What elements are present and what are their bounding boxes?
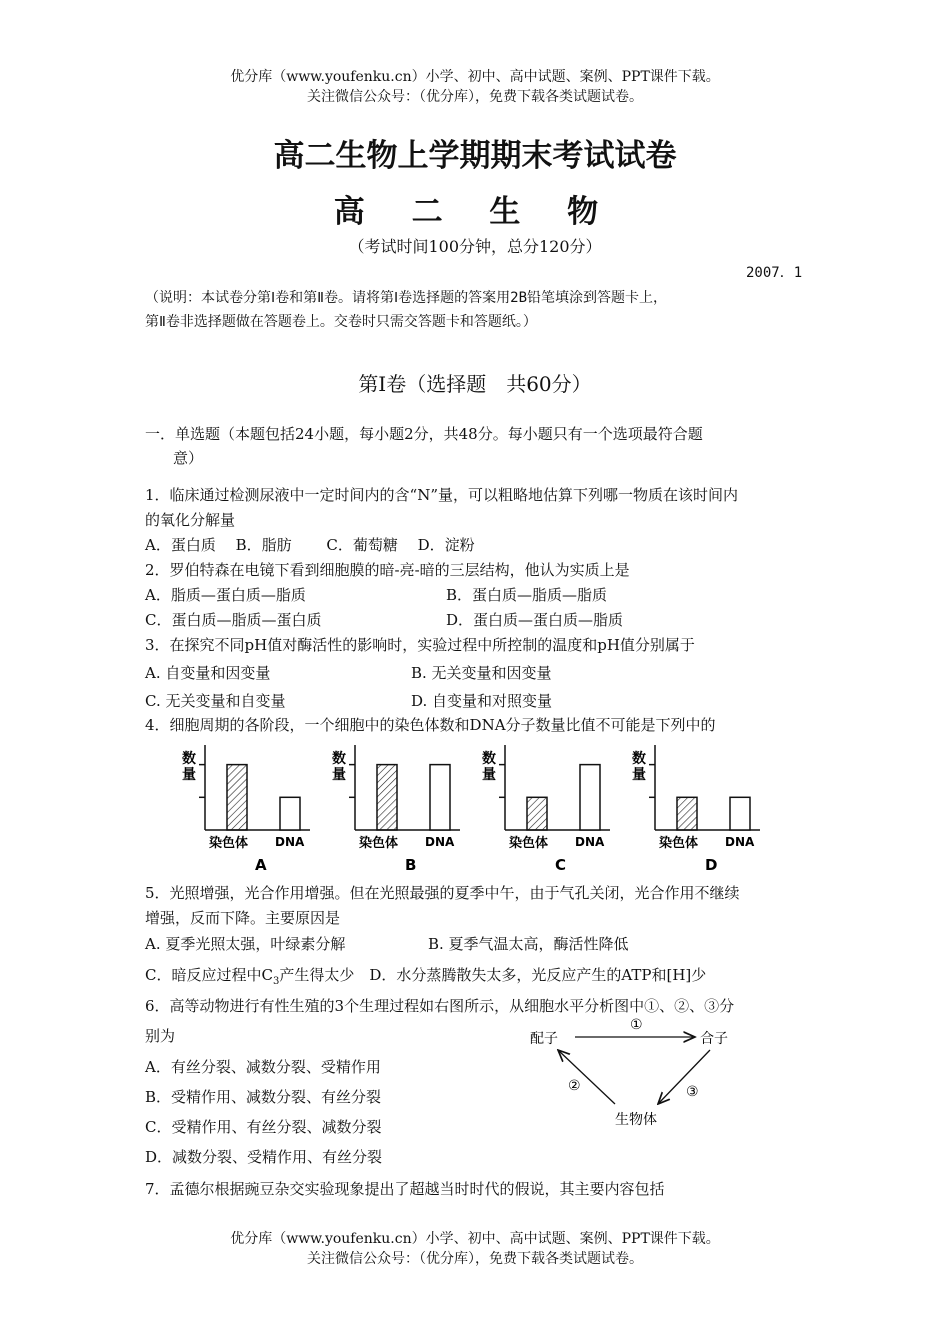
- bar-dna: [430, 765, 450, 830]
- subject-title: 高 二 生 物: [333, 194, 617, 230]
- node-zygote: 合子: [700, 1031, 728, 1047]
- q3-option-b: B. 无关变量和因变量: [411, 664, 552, 682]
- reproduction-cycle-diagram: [520, 1012, 750, 1137]
- bar-dna: [730, 797, 750, 830]
- x-tick-label: DNA: [725, 835, 755, 849]
- q6-option-a: A．有丝分裂、减数分裂、受精作用: [145, 1058, 381, 1076]
- x-tick-label: 染色体: [209, 836, 249, 851]
- q6-option-d: D．减数分裂、受精作用、有丝分裂: [145, 1148, 383, 1166]
- q5-stem-line-2: 增强，反而下降。主要原因是: [145, 909, 341, 927]
- node-gamete: 配子: [530, 1031, 558, 1047]
- x-tick-label: 染色体: [359, 836, 399, 851]
- q2-option-c: C．蛋白质—脂质—蛋白质: [145, 611, 322, 629]
- footer-line-1: 优分库（www.youfenku.cn）小学、初中、高中试题、案例、PPT课件下载。: [230, 1231, 720, 1247]
- panel-label: B: [405, 856, 417, 874]
- y-axis-label: 数: [482, 751, 496, 767]
- instructions-line-2: 第Ⅱ卷非选择题做在答题卷上。交卷时只需交答题卡和答题纸。）: [145, 314, 537, 330]
- y-axis-label: 量: [182, 767, 196, 783]
- q2-option-b: B．蛋白质—脂质—脂质: [446, 586, 608, 604]
- header-line-2: 关注微信公众号：（优分库），免费下载各类试题试卷。: [307, 89, 643, 105]
- q1-stem-line-2: 的氧化分解量: [145, 511, 236, 529]
- y-axis-label: 数: [332, 751, 346, 767]
- q5-option-b: B. 夏季气温太高，酶活性降低: [428, 935, 629, 953]
- q1-options: A．蛋白质 B．脂肪 C．葡萄糖 D．淀粉: [145, 536, 475, 554]
- q3-option-d: D. 自变量和对照变量: [411, 692, 553, 710]
- arrow-3-label: ③: [686, 1084, 699, 1100]
- q5-option-c-prefix: C．暗反应过程中C: [145, 966, 273, 984]
- panel-label: A: [255, 856, 267, 874]
- bar-chromosome: [527, 797, 547, 830]
- q5-subscript: 3: [272, 976, 280, 987]
- part1-heading-line-2: 意）: [173, 449, 204, 467]
- bar-dna: [580, 765, 600, 830]
- q2-option-d: D．蛋白质—蛋白质—脂质: [446, 611, 624, 629]
- q3-stem: 3．在探究不同pH值对酶活性的影响时，实验过程中所控制的温度和pH值分别属于: [145, 636, 695, 654]
- q2-option-a: A．脂质—蛋白质—脂质: [145, 586, 306, 604]
- y-axis-label: 量: [632, 767, 646, 783]
- q5-stem-line-1: 5．光照增强，光合作用增强。但在光照最强的夏季中午，由于气孔关闭，光合作用不继续: [145, 884, 740, 902]
- q3-option-c: C. 无关变量和自变量: [145, 692, 286, 710]
- arrow-2: [558, 1050, 615, 1104]
- y-axis-label: 数: [182, 751, 196, 767]
- arrow-1-label: ①: [630, 1017, 643, 1033]
- q3-option-a: A. 自变量和因变量: [145, 664, 271, 682]
- q6-option-b: B．受精作用、减数分裂、有丝分裂: [145, 1088, 382, 1106]
- section-title: 第Ⅰ卷（选择题 共60分）: [358, 372, 592, 396]
- x-tick-label: DNA: [275, 835, 305, 849]
- q6-stem-line-1: 6．高等动物进行有性生殖的3个生理过程如右图所示，从细胞水平分析图中①、②、③分: [145, 997, 735, 1015]
- exam-info: （考试时间100分钟，总分120分）: [348, 237, 602, 256]
- y-axis-label: 量: [332, 767, 346, 783]
- bar-chromosome: [677, 797, 697, 830]
- header-line-1: 优分库（www.youfenku.cn）小学、初中、高中试题、案例、PPT课件下载。: [230, 69, 720, 85]
- y-axis-label: 数: [632, 751, 646, 767]
- x-tick-label: 染色体: [509, 836, 549, 851]
- arrow-3: [658, 1050, 710, 1104]
- q5-option-a: A. 夏季光照太强，叶绿素分解: [145, 935, 346, 953]
- bar-chromosome: [227, 765, 247, 830]
- part1-heading-line-1: 一．单选题（本题包括24小题，每小题2分，共48分。每小题只有一个选项最符合题: [145, 425, 703, 443]
- exam-date: 2007．1: [746, 265, 803, 281]
- footer-line-2: 关注微信公众号：（优分库），免费下载各类试题试卷。: [307, 1251, 643, 1267]
- bar-dna: [280, 797, 300, 830]
- arrow-2-label: ②: [568, 1078, 581, 1094]
- node-organism: 生物体: [615, 1112, 657, 1128]
- instructions-line-1: （说明：本试卷分第Ⅰ卷和第Ⅱ卷。请将第Ⅰ卷选择题的答案用2B铅笔填涂到答题卡上，: [145, 290, 668, 306]
- x-tick-label: DNA: [425, 835, 455, 849]
- bar-chromosome: [377, 765, 397, 830]
- q7-stem: 7．孟德尔根据豌豆杂交实验现象提出了超越当时时代的假说，其主要内容包括: [145, 1180, 665, 1198]
- q6-option-c: C．受精作用、有丝分裂、减数分裂: [145, 1118, 382, 1136]
- panel-label: D: [705, 856, 718, 874]
- q1-stem-line-1: 1．临床通过检测尿液中一定时间内的含“N”量，可以粗略地估算下列哪一物质在该时间内: [145, 486, 739, 504]
- x-tick-label: 染色体: [659, 836, 699, 851]
- x-tick-label: DNA: [575, 835, 605, 849]
- page-title: 高二生物上学期期末考试试卷: [273, 138, 677, 174]
- q4-bar-charts: [170, 735, 790, 880]
- q5-option-c-suffix: 产生得太少 D．水分蒸腾散失太多，光反应产生的ATP和[H]少: [279, 966, 707, 984]
- q2-stem: 2．罗伯特森在电镜下看到细胞膜的暗-亮-暗的三层结构，他认为实质上是: [145, 561, 630, 579]
- q5-option-c-d: [145, 964, 706, 987]
- q6-stem-line-2: 别为: [145, 1027, 176, 1045]
- y-axis-label: 量: [482, 767, 496, 783]
- panel-label: C: [555, 856, 567, 874]
- q4-stem: 4．细胞周期的各阶段，一个细胞中的染色体数和DNA分子数量比值不可能是下列中的: [145, 716, 716, 734]
